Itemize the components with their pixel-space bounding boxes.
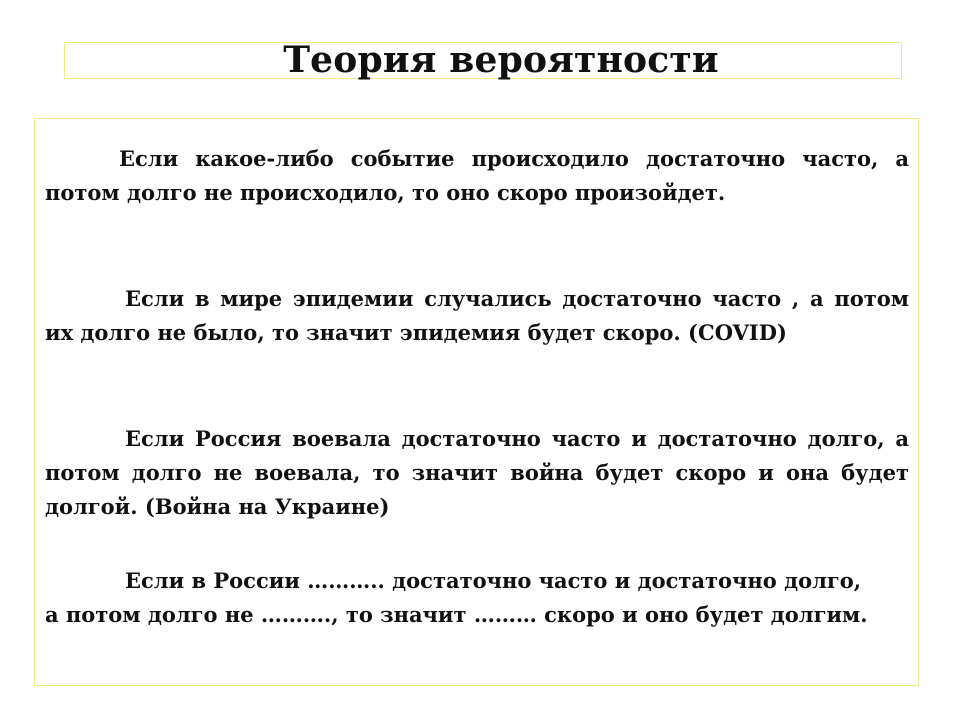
paragraph-2: Если в мире эпидемии случались достаточно часто , а потом их долго не было, то значит эпидемия будет скоро. (COVID) — [45, 286, 909, 345]
paragraph-3: Если Россия воевала достаточно часто и достаточно долго, а потом долго не воевала, то значит война будет скоро и она будет долгой. (Война на Украине) — [45, 426, 909, 519]
content-box — [34, 118, 919, 686]
title-box — [64, 39, 902, 81]
paragraph-1: Если какое-либо событие происходило достаточно часто, а потом долго не происходило, то оно скоро произойдет. — [45, 146, 909, 205]
paragraph-4: Если в России ……….. достаточно часто и достаточно долго, а потом долго не ………., то значит ……… скоро и оно будет долгим. — [45, 568, 868, 627]
slide-title: Теория вероятности — [283, 39, 719, 81]
